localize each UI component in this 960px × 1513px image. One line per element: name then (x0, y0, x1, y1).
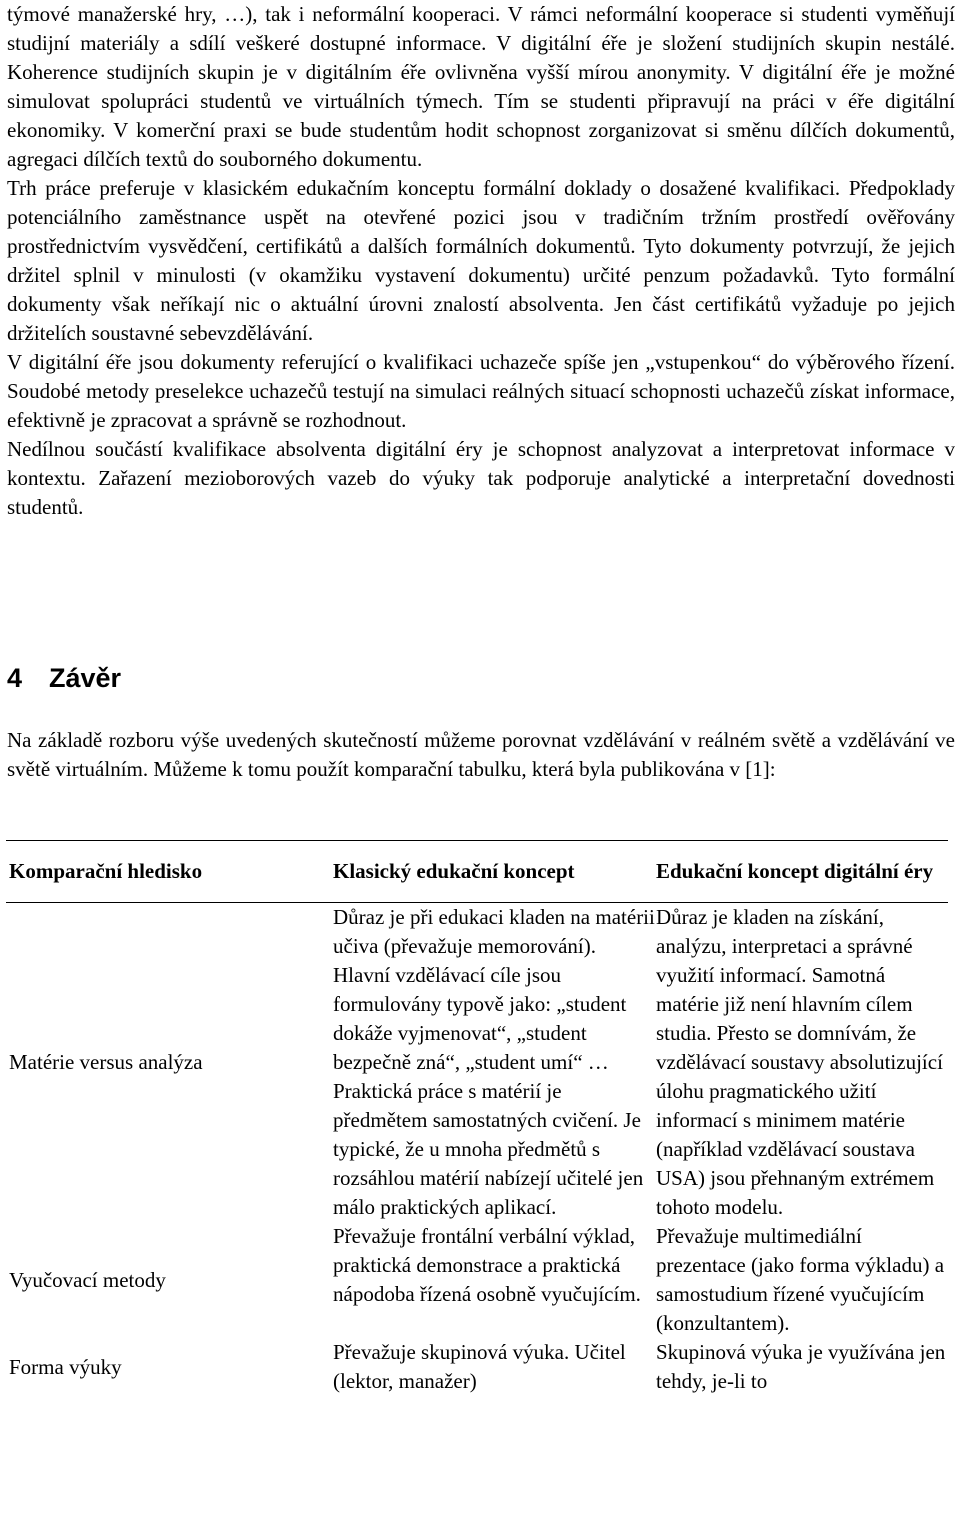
section-title: Závěr (49, 663, 122, 693)
row-digital: Převažuje multimediální prezentace (jako forma výkladu) a samostudium řízené vyučujícím (konzultantem). (656, 1224, 945, 1335)
row-classic: Důraz je při edukaci kladen na matérii učiva (převažuje memorování). Hlavní vzdělávací cíle jsou formulovány typově jako: „student dokáže vyjmenovat“, „student bezpečně zná“, „student umí“ … Praktická práce s matérií je předmětem samostatných cvičení. Je typické, že u mnoha předmětů s rozsáhlou matérií nabízejí učitelé jen málo praktických aplikací. (333, 905, 655, 1219)
conclusion-paragraph: Na základě rozboru výše uvedených skutečností můžeme porovnat vzdělávání v reálném světě a vzdělávání ve světě virtuálním. Můžeme k tomu použít komparační tabulku, která byla publikována v [1]: (7, 728, 955, 781)
header-criterion: Komparační hledisko (6, 841, 333, 903)
intro-text (7, 0, 955, 522)
row-criterion: Vyučovací metody (9, 1267, 166, 1292)
comparison-table (6, 840, 948, 1396)
section-number: 4 (7, 663, 23, 693)
header-classic: Klasický edukační koncept (333, 841, 656, 903)
section-heading (7, 661, 121, 695)
row-criterion: Matérie versus analýza (9, 1050, 203, 1074)
row-classic: Převažuje skupinová výuka. Učitel (lektor, manažer) (333, 1340, 626, 1393)
paragraph: Trh práce preferuje v klasickém edukačním konceptu formální doklady o dosažené kvalifikaci. Předpoklady potenciálního zaměstnance uspět na otevřené pozici jsou v tradičním tržním prostředí ověřovány prostřednictvím vysvědčení, certifikátů a dalších formálních dokumentů. Tyto dokumenty potvrzují, že jejich držitel splnil v minulosti (v okamžiku vystavení dokumentu) určité penzum požadavků. Tyto formální dokumenty však neříkají nic o aktuální úrovni znalostí absolventa. Jen část certifikátů vyžaduje po jejich držitelích soustavné sebevzdělávání. (7, 176, 955, 345)
table-row (6, 1338, 948, 1396)
paragraph: týmové manažerské hry, …), tak i neformální kooperaci. V rámci neformální kooperace si studenti vyměňují studijní materiály a sdílí veškeré dostupné informace. V digitální éře je složení studijních skupin nestálé. Koherence studijních skupin je v digitálním éře ovlivněna vyšší mírou anonymity. V digitální éře je možné simulovat spolupráci studentů ve virtuálních týmech. Tím se studenti připravují na práci v éře digitální ekonomiky. V komerční praxi se bude studentům hodit schopnost zorganizovat si směnu dílčích dokumentů, agregaci dílčích textů do souborného dokumentu. (7, 2, 955, 171)
row-digital: Důraz je kladen na získání, analýzu, interpretaci a správné využití informací. Samotná matérie již není hlavním cílem studia. Přesto se domnívám, že vzdělávací soustavy absolutizující úlohu pragmatického užití informací s minimem matérie (například vzdělávací soustava USA) jsou přehnaným extrémem tohoto modelu. (656, 905, 943, 1219)
table-header-row (6, 841, 948, 903)
table-row (6, 1222, 948, 1338)
paragraph: Nedílnou součástí kvalifikace absolventa digitální éry je schopnost analyzovat a interpretovat informace v kontextu. Zařazení mezioborových vazeb do výuky tak podporuje analytické a interpretační dovednosti studentů. (7, 437, 955, 519)
row-digital: Skupinová výuka je využívána jen tehdy, je-li to (656, 1340, 946, 1393)
row-classic: Převažuje frontální verbální výklad, praktická demonstrace a praktická nápodoba řízená osobně vyučujícím. (333, 1224, 641, 1306)
row-criterion: Forma výuky (9, 1354, 122, 1379)
header-digital: Edukační koncept digitální éry (656, 841, 948, 903)
paragraph: V digitální éře jsou dokumenty referující o kvalifikaci uchazeče spíše jen „vstupenkou“ do výběrového řízení. Soudobé metody preselekce uchazečů testují na simulaci reálných situací schopnosti uchazečů získat informace, efektivně je zpracovat a správně se rozhodnout. (7, 350, 955, 432)
table-row (6, 903, 948, 1223)
